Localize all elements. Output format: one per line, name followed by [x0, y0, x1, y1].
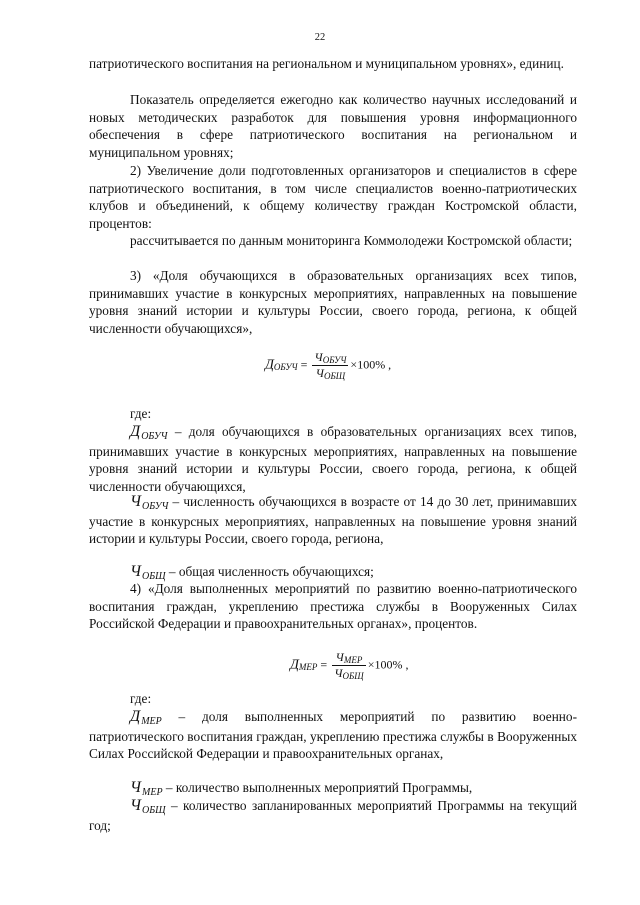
definition-text: – общая численность обучающихся;: [165, 564, 374, 579]
symbol-sub-obsh: ОБЩ: [142, 571, 166, 582]
formula-numerator-sub: МЕР: [343, 655, 363, 665]
definition-d-obuch: [89, 423, 577, 495]
paragraph-5: 3) «Доля обучающихся в образовательных организациях всех типов, принимавших участие в конкурсных мероприятиях, направленных на повышение уровня знаний истории и культуры России, своего города, региона, к общей численности обучающихся»,: [89, 268, 577, 336]
where-label-2: где:: [130, 691, 152, 706]
formula-obuch: [265, 350, 391, 381]
symbol-ch: Ч: [130, 797, 142, 814]
symbol-d: Д: [130, 708, 141, 725]
formula-fraction: [332, 650, 365, 681]
page-number: 22: [314, 32, 326, 43]
definition-text: – доля обучающихся в образовательных организациях всех типов, принимавших участие в конкурсных мероприятиях, направленных на повышение уровня знаний истории и культуры России, своего города, региона, к общей численности обучающихся,: [89, 424, 577, 494]
symbol-sub-obuch: ОБУЧ: [141, 431, 168, 442]
definition-text: – численность обучающихся в возрасте от 14 до 30 лет, принимавших участие в конкурсных мероприятиях, направленных на повышение уровня знаний истории и культуры России, своего города, региона,: [89, 494, 577, 547]
definition-ch-mer: [89, 779, 577, 799]
formula-rest: ×100% ,: [367, 657, 409, 672]
paragraph-4-indicator: 4) «Доля выполненных мероприятий по развитию военно-патриотического воспитания граждан, укреплению престижа службы в Вооруженных Силах Российской Федерации и правоохранительных органах», процентов.: [89, 581, 577, 632]
definition-ch-obsh-2: [89, 797, 577, 834]
definition-d-mer: [89, 708, 577, 763]
formula-denominator-sub: ОБЩ: [323, 371, 346, 381]
symbol-ch: Ч: [130, 493, 142, 510]
symbol-sub-obsh: ОБЩ: [142, 805, 166, 816]
paragraph-2: Показатель определяется ежегодно как количество научных исследований и новых методических разработок для повышения уровня информационного обеспечения в сфере патриотического воспитания на региональном и муниципальном уровнях;: [89, 92, 577, 160]
definition-text: – количество запланированных мероприятий Программы на текущий год;: [89, 798, 577, 833]
formula-mer: [290, 650, 408, 681]
formula-denominator: Ч: [315, 366, 324, 380]
formula-fraction: [312, 350, 348, 381]
symbol-ch: Ч: [130, 563, 142, 580]
paragraph-1: патриотического воспитания на региональном и муниципальном уровнях», единиц.: [89, 56, 564, 71]
where-label-1: где:: [130, 406, 152, 421]
formula-denominator: Ч: [334, 666, 343, 680]
formula-rest: ×100% ,: [350, 357, 392, 372]
formula-lhs-sub: ОБУЧ: [273, 362, 298, 373]
symbol-d: Д: [130, 423, 141, 440]
definition-ch-obuch: [89, 493, 577, 548]
formula-eq: =: [317, 657, 331, 672]
paragraph-4: рассчитывается по данным мониторинга Коммолодежи Костромской области;: [130, 233, 573, 248]
symbol-sub-obuch: ОБУЧ: [142, 501, 169, 512]
formula-eq: =: [297, 357, 311, 372]
formula-numerator-sub: ОБУЧ: [322, 355, 347, 365]
symbol-sub-mer: МЕР: [141, 716, 162, 727]
definition-text: – доля выполненных мероприятий по развитию военно-патриотического воспитания граждан, укреплению престижа службы в Вооруженных Силах Российской Федерации и правоохранительных органах,: [89, 709, 577, 762]
formula-lhs-sub: МЕР: [298, 662, 318, 673]
formula-numerator: Ч: [335, 650, 344, 664]
definition-text: – количество выполненных мероприятий Программы,: [162, 780, 473, 795]
paragraph-3: 2) Увеличение доли подготовленных организаторов и специалистов в сфере патриотического воспитания, в том числе специалистов военно-патриотических клубов и объединений, к общему количеству граждан Костромской области, процентов:: [89, 163, 577, 231]
formula-denominator-sub: ОБЩ: [342, 671, 364, 681]
formula-lhs: Д: [290, 657, 299, 673]
symbol-sub-mer: МЕР: [142, 787, 163, 798]
symbol-ch: Ч: [130, 779, 142, 796]
formula-numerator: Ч: [314, 350, 323, 364]
formula-lhs: Д: [265, 357, 274, 373]
